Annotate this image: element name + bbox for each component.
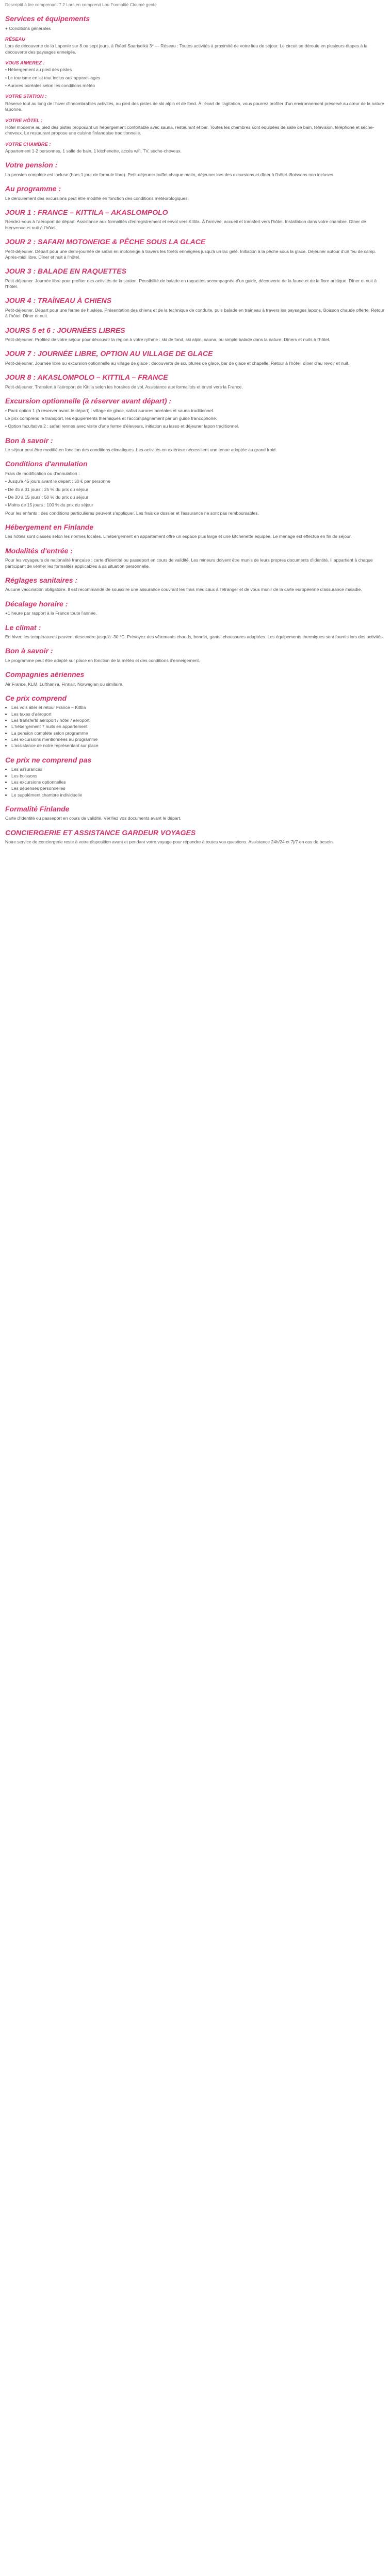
subsection-title: RÉSEAU <box>5 36 26 42</box>
excluded-list <box>11 767 386 798</box>
paragraph: La pension complète est incluse (hors 1 jour de formule libre). Petit-déjeuner buffet chaque matin, déjeuner lors des excursions et dîner à l'hôtel. Boissons non incluses. <box>5 172 335 177</box>
prixnon-section <box>5 755 386 798</box>
itinerary <box>5 208 386 390</box>
paragraph: En hiver, les températures peuvent descendre jusqu'à -30 °C. Prévoyez des vêtements chauds, bonnet, gants, chaussures adaptées. Les équipements thermiques sont fournis lors des activités. <box>5 634 384 639</box>
paragraph: • De 30 à 15 jours : 50 % du prix du séjour <box>5 494 89 500</box>
day-text: Petit-déjeuner. Journée libre ou excursion optionnelle au village de glace : découverte de sculptures de glace, bar de glace et chapelle. Retour à l'hôtel, dîner d'au revoir et nuit. <box>5 360 350 366</box>
day-title: JOUR 8 : AKASLOMPOLO – KITTILA – FRANCE <box>5 373 168 382</box>
section-title: Au programme : <box>5 184 61 193</box>
list-item: • Le supplément chambre individuelle <box>11 792 386 798</box>
section-title: Compagnies aériennes <box>5 670 85 679</box>
day-title: JOUR 3 : BALADE EN RAQUETTES <box>5 267 126 276</box>
section-title: Hébergement en Finlande <box>5 522 94 531</box>
subsection-title: VOTRE CHAMBRE : <box>5 141 51 147</box>
section-title: Le climat : <box>5 623 41 632</box>
bonasavoir-section <box>5 646 386 664</box>
paragraph: • Option facultative 2 : safari rennes avec visite d'une ferme d'éleveurs, initiation au lasso et déjeuner lapon traditionnel. <box>5 423 239 429</box>
list-item: • L'hébergement 7 nuits en appartement <box>11 724 386 730</box>
paragraph: • De 45 à 31 jours : 25 % du prix du séjour <box>5 486 89 492</box>
day-text: Petit-déjeuner. Départ pour une demi-journée de safari en motoneige à travers les forêts enneigées jusqu'à un lac gelé. Initiation à la pêche sous la glace. Déjeuner autour d'un feu de camp. Après-midi libre. Dîner et nuit à l'hôtel. <box>5 248 376 260</box>
prix-section <box>5 693 386 749</box>
day-text: Petit-déjeuner. Journée libre pour profiter des activités de la station. Possibilité de balade en raquettes accompagnée d'un guide, découverte de la faune et de la flore arctique. Dîner et nuit à l'hôtel. <box>5 278 377 290</box>
document-header: Descriptif à lire comprenant 7 2 Lors en comprend Lou Formalité Cloumé gente <box>5 2 157 7</box>
paragraph: Carte d'identité ou passeport en cours de validité. Vérifiez vos documents avant le départ. <box>5 816 182 821</box>
paragraph: Le prix comprend le transport, les équipements thermiques et l'accompagnement par un guide francophone. <box>5 415 217 421</box>
day-text: Petit-déjeuner. Départ pour une ferme de huskies. Présentation des chiens et de la technique de conduite, puis balade en traîneau à travers les paysages lapons. Boisson chaude offerte. Retour à l'hôtel. Dîner et nuit. <box>5 307 385 319</box>
section-title: Bon à savoir : <box>5 436 53 445</box>
paragraph: Notre service de conciergerie reste à votre disposition avant et pendant votre voyage pour répondre à toutes vos questions. Assistance 24h/24 et 7j/7 en cas de besoin. <box>5 839 334 845</box>
subsection-title: VOUS AIMEREZ : <box>5 60 45 65</box>
section-title: CONCIERGERIE ET ASSISTANCE GARDEUR VOYAGES <box>5 828 196 837</box>
section-title: Décalage horaire : <box>5 599 68 608</box>
compagnie-section <box>5 670 386 687</box>
list-item: • Les boissons <box>11 773 386 779</box>
paragraph: Aucune vaccination obligatoire. Il est recommandé de souscrire une assurance couvrant les frais médicaux à l'étranger et de vous munir de la carte européenne d'assurance maladie. <box>5 587 362 592</box>
pension-section <box>5 160 386 201</box>
options-section <box>5 396 386 453</box>
list-item: • Les dépenses personnelles <box>11 786 386 791</box>
paragraph: • Moins de 15 jours : 100 % du prix du séjour <box>5 502 93 508</box>
paragraph: • Jusqu'à 45 jours avant le départ : 30 € par personne <box>5 479 110 484</box>
section-title: Réglages sanitaires : <box>5 575 78 584</box>
day-text: Petit-déjeuner. Transfert à l'aéroport de Kittila selon les horaires de vol. Assistance aux formalités et envol vers la France. <box>5 384 243 389</box>
day-text: Petit-déjeuner. Profitez de votre séjour pour découvrir la région à votre rythme : ski de fond, ski alpin, sauna, ou simple balade dans la nature. Dîners et nuits à l'hôtel. <box>5 337 330 343</box>
list-item: • Les excursions optionnelles <box>11 779 386 785</box>
list-item: • Les transferts aéroport / hôtel / aéroport <box>11 718 386 723</box>
paragraph: • Aurores boréales selon les conditions météo <box>5 83 95 89</box>
section-title: Modalités d'entrée : <box>5 546 73 555</box>
section-title: Bon à savoir : <box>5 647 53 655</box>
day-title: JOUR 2 : SAFARI MOTONEIGE & PÊCHE SOUS LA GLACE <box>5 238 206 246</box>
list-item: • L'assistance de notre représentant sur place <box>11 743 386 749</box>
subsection-title: VOTRE HÔTEL : <box>5 117 43 123</box>
day-title: JOUR 4 : TRAÎNEAU À CHIENS <box>5 296 112 305</box>
paragraph: • Le tourisme en kit tout inclus aux appareillages <box>5 75 101 80</box>
list-item: • Les assurances <box>11 767 386 772</box>
section-title: Excursion optionnelle (à réserver avant départ) : <box>5 397 172 405</box>
section-title: Ce prix ne comprend pas <box>5 755 92 764</box>
paragraph: Le déroulement des excursions peut être modifié en fonction des conditions météorologiques. <box>5 195 189 201</box>
formalite-section <box>5 804 386 822</box>
paragraph: Le programme peut être adapté sur place en fonction de la météo et des conditions d'enneigement. <box>5 657 200 663</box>
list-item: • Les taxes d'aéroport <box>11 711 386 717</box>
section-title: Services et équipements <box>5 14 90 23</box>
paragraph: Frais de modification ou d'annulation : <box>5 470 80 476</box>
climat-section <box>5 623 386 640</box>
day-title: JOURS 5 et 6 : JOURNÉES LIBRES <box>5 326 125 334</box>
section-title: Votre pension : <box>5 161 58 170</box>
decalage-section <box>5 599 386 617</box>
list-item: • La pension complète selon programme <box>11 731 386 736</box>
included-list <box>11 705 386 749</box>
subsection-title: VOTRE STATION : <box>5 93 47 99</box>
list-item: • Les excursions mentionnées au programme <box>11 737 386 742</box>
document-page <box>0 0 391 853</box>
paragraph: Pour les enfants : des conditions particulières peuvent s'appliquer. Les frais de dossier et l'assurance ne sont pas remboursables. <box>5 510 259 516</box>
section-title: Conditions d'annulation <box>5 460 88 468</box>
paragraph: • Hébergement au pied des pistes <box>5 67 72 73</box>
paragraph: Hôtel moderne au pied des pistes proposant un hébergement confortable avec sauna, restaurant et bar. Toutes les chambres sont équipées de salle de bain, télévision, téléphone et sèche-cheveux. Le restaurant propose une cuisine finlandaise traditionnelle. <box>5 124 374 136</box>
day-title: JOUR 7 : JOURNÉE LIBRE, OPTION AU VILLAGE DE GLACE <box>5 349 213 358</box>
assurance-section <box>5 828 386 845</box>
reglages-section <box>5 575 386 593</box>
paragraph: Pour les voyageurs de nationalité française : carte d'identité ou passeport en cours de validité. Les mineurs doivent être munis de leurs propres documents d'identité. Il appartient à chaque participant de vérifier les formalités applicables à sa situation personnelle. <box>5 557 373 569</box>
paragraph: • Pack option 1 (à réserver avant le départ) : village de glace, safari aurores boréales et sauna traditionnel. <box>5 408 214 413</box>
paragraph: Réserve tout au long de l'hiver d'innombrables activités, au pied des pistes de ski alpin et de fond. À l'écart de l'agitation, vous pourrez profiter d'un environnement préservé au cœur de la nature laponne. <box>5 100 384 112</box>
hebergement-section <box>5 522 386 540</box>
paragraph: Lors de découverte de la Laponie sur 8 ou sept jours, à l'hôtel Saariselkä 3* — Réseau : Toutes activités à proximité de votre lieu de séjour. Le circuit se déroule en plusieurs étapes à la découverte des paysages enneigés. <box>5 43 368 55</box>
list-item: • Les vols aller et retour France – Kittila <box>11 705 386 710</box>
section-title: Formalité Finlande <box>5 805 70 813</box>
conditions-section <box>5 459 386 516</box>
paragraph: Les hôtels sont classés selon les normes locales. L'hébergement en appartement offre un espace plus large et une kitchenette équipée. Le ménage est effectué en fin de séjour. <box>5 534 352 539</box>
paragraph: Le séjour peut être modifié en fonction des conditions climatiques. Les activités en extérieur nécessitent une tenue adaptée au grand froid. <box>5 447 277 453</box>
day-title: JOUR 1 : FRANCE – KITTILA – AKASLOMPOLO <box>5 208 168 216</box>
section-title: Ce prix comprend <box>5 693 67 702</box>
paragraph: + Conditions générales <box>5 25 51 31</box>
paragraph: +1 heure par rapport à la France toute l'année. <box>5 611 97 616</box>
paragraph: Appartement 1-2 personnes, 1 salle de bain, 1 kitchenette, accès wifi, TV, sèche-cheveux. <box>5 148 182 154</box>
modalites-section <box>5 546 386 569</box>
paragraph: Air France, KLM, Lufthansa, Finnair, Norwegian ou similaire. <box>5 681 124 687</box>
day-text: Rendez-vous à l'aéroport de départ. Assistance aux formalités d'enregistrement et envol vers Kittila. À l'arrivée, accueil et transfert vers l'hôtel. Installation dans votre chambre. Dîner de bienvenue et nuit à l'hôtel. <box>5 219 366 230</box>
services-section <box>5 14 386 154</box>
